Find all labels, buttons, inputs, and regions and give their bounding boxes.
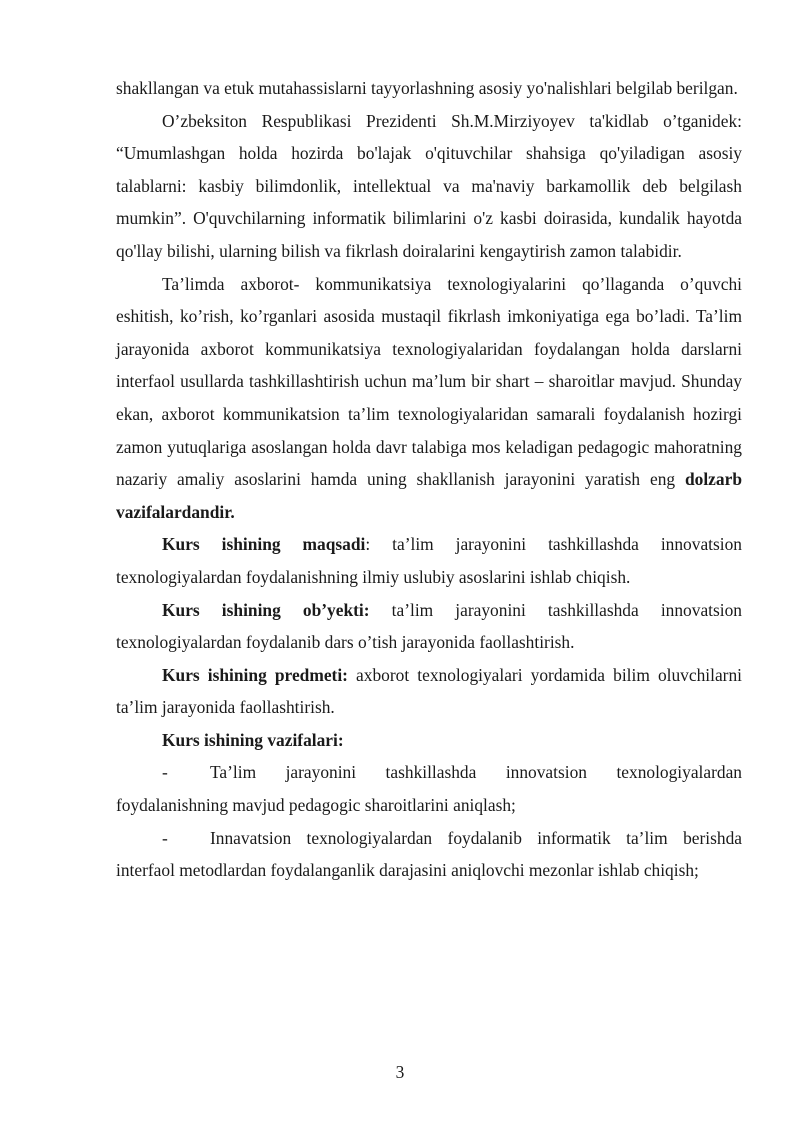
page-number: 3 [395, 1062, 405, 1082]
paragraph-ict-education [116, 268, 742, 529]
section-maqsad-text: : ta’lim jarayonini tashkillashda innovatsion texnologiyalardan foydalanishning ilmiy uslubiy asoslarini ishlab chiqish. [116, 534, 742, 587]
section-predmet-label: Kurs ishining predmeti: [162, 664, 348, 685]
section-predmet-text: axborot texnologiyalari yordamida bilim oluvchilarni ta’lim jarayonida faollashtirish. [116, 664, 742, 718]
section-maqsad-label: Kurs ishining maqsadi [162, 534, 366, 555]
paragraph-ict-bold: dolzarb vazifalardandir. [116, 469, 742, 522]
section-predmet [116, 659, 742, 724]
body-text [116, 72, 742, 887]
section-obyekt-label: Kurs ishining ob’yekti: [162, 599, 370, 620]
paragraph-ict-text: Ta’limda axborot- kommunikatsiya texnologiyalarini qo’llaganda o’quvchi eshitish, ko’rish, ko’rganlari asosida mustaqil fikrlash imkoniyatiga ega bo’ladi. Ta’lim jarayonida axborot kommunikatsiya texnologiyalaridan foydalangan holda darslarni interfaol usullarda tashkillashtirish uchun ma’lum bir shart – sharoitlar mavjud. Shunday ekan, axborot kommunikatsion ta’lim texnologiyalaridan samarali foydalanish hozirgi zamon yutuqlariga asoslangan holda davr talabiga mos keladigan pedagogic mahoratning nazariy amaliy asoslarini hamda uning shakllanish jarayonini yaratish eng [116, 273, 742, 490]
paragraph-intro-continuation: shakllangan va etuk mutahassislarni tayyorlashning asosiy yo'nalishlari belgilab berilgan. [116, 78, 738, 98]
task-rest: interfaol metodlardan foydalanganlik darajasini aniqlovchi mezonlar ishlab chiqish; [116, 860, 699, 881]
task-dash: - [162, 827, 168, 848]
task-first-line: Ta’lim jarayonini tashkillashda innovatsion texnologiyalardan [210, 762, 742, 783]
task-first-line: Innavatsion texnologiyalardan foydalanib informatik ta’lim berishda [210, 827, 742, 848]
task-item [116, 822, 742, 887]
task-rest: foydalanishning mavjud pedagogic sharoitlarini aniqlash; [116, 795, 516, 816]
paragraph-president-quote: O’zbeksiton Respublikasi Prezidenti Sh.M.Mirziyoyev ta'kidlab o’tganidek: “Umumlashgan holda hozirda bo'lajak o'qituvchilar shahsiga qo'yiladigan asosiy talablarni: kasbiy bilimdonlik, intellektual va ma'naviy barkamollik deb belgilash mumkin”. O'quvchilarning informatik bilimlarini o'z kasbi doirasida, kundalik hayotda qo'llay bilishi, ularning bilish va fikrlash doiralarini kengaytirish zamon talabidir. [116, 110, 742, 261]
task-item [116, 756, 742, 821]
section-maqsad [116, 528, 742, 593]
section-obyekt [116, 594, 742, 659]
task-dash: - [162, 762, 168, 783]
section-vazifalar [116, 724, 742, 757]
section-vazifalar-label: Kurs ishining vazifalari: [162, 729, 344, 750]
section-obyekt-text: ta’lim jarayonini tashkillashda innovatsion texnologiyalardan foydalanib dars o’tish jarayonida faollashtirish. [116, 599, 742, 653]
